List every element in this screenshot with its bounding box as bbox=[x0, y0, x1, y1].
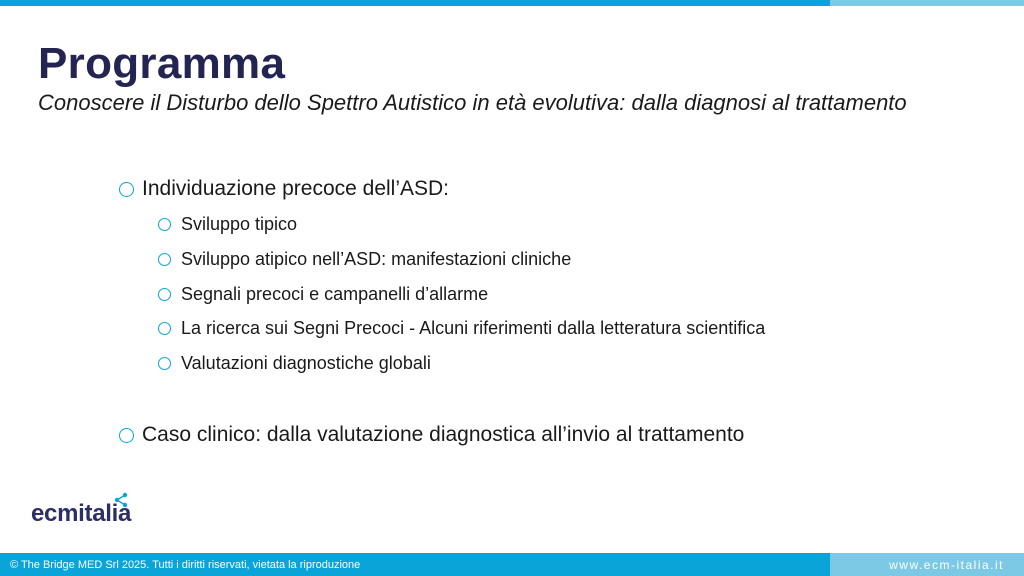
outline-item-1 bbox=[119, 175, 449, 203]
footer bbox=[0, 553, 1024, 576]
outline-subitem-label: La ricerca sui Segni Precoci - Alcuni riferimenti dalla letteratura scientifica bbox=[181, 317, 766, 338]
outline-subitem bbox=[158, 212, 297, 236]
outline-subitem-label: Valutazioni diagnostiche globali bbox=[181, 352, 431, 373]
bullet-circle-icon bbox=[158, 288, 171, 301]
outline-subitem bbox=[158, 247, 571, 271]
bullet-circle-icon bbox=[119, 182, 134, 197]
outline-subitem-label: Sviluppo atipico nell’ASD: manifestazioni cliniche bbox=[181, 248, 572, 269]
bullet-circle-icon bbox=[158, 322, 171, 335]
footer-copyright: © The Bridge MED Srl 2025. Tutti i diritti riservati, vietata la riproduzione bbox=[0, 553, 830, 576]
outline-subitem bbox=[158, 351, 431, 375]
bullet-circle-icon bbox=[158, 218, 171, 231]
top-accent-bar-main bbox=[0, 0, 830, 6]
outline-item-label: Caso clinico: dalla valutazione diagnostica all’invio al trattamento bbox=[142, 423, 745, 446]
slide-title: Programma bbox=[38, 39, 286, 88]
outline-subitem-label: Sviluppo tipico bbox=[181, 213, 298, 234]
outline-item-label: Individuazione precoce dell’ASD: bbox=[142, 177, 450, 200]
top-accent-bar bbox=[0, 0, 1024, 6]
outline-subitem bbox=[158, 316, 765, 340]
outline-item-2 bbox=[119, 421, 744, 449]
outline-subitem bbox=[158, 282, 488, 306]
ecmitalia-logo bbox=[31, 492, 171, 532]
bullet-circle-icon bbox=[158, 253, 171, 266]
top-accent-bar-light bbox=[830, 0, 1024, 6]
bullet-circle-icon bbox=[119, 428, 134, 443]
logo-text: ecmitalia bbox=[31, 500, 132, 527]
outline-subitem-label: Segnali precoci e campanelli d’allarme bbox=[181, 283, 489, 304]
footer-website[interactable]: www.ecm-italia.it bbox=[830, 553, 1024, 576]
slide-subtitle: Conoscere il Disturbo dello Spettro Autistico in età evolutiva: dalla diagnosi al trattamento bbox=[38, 90, 907, 115]
bullet-circle-icon bbox=[158, 357, 171, 370]
